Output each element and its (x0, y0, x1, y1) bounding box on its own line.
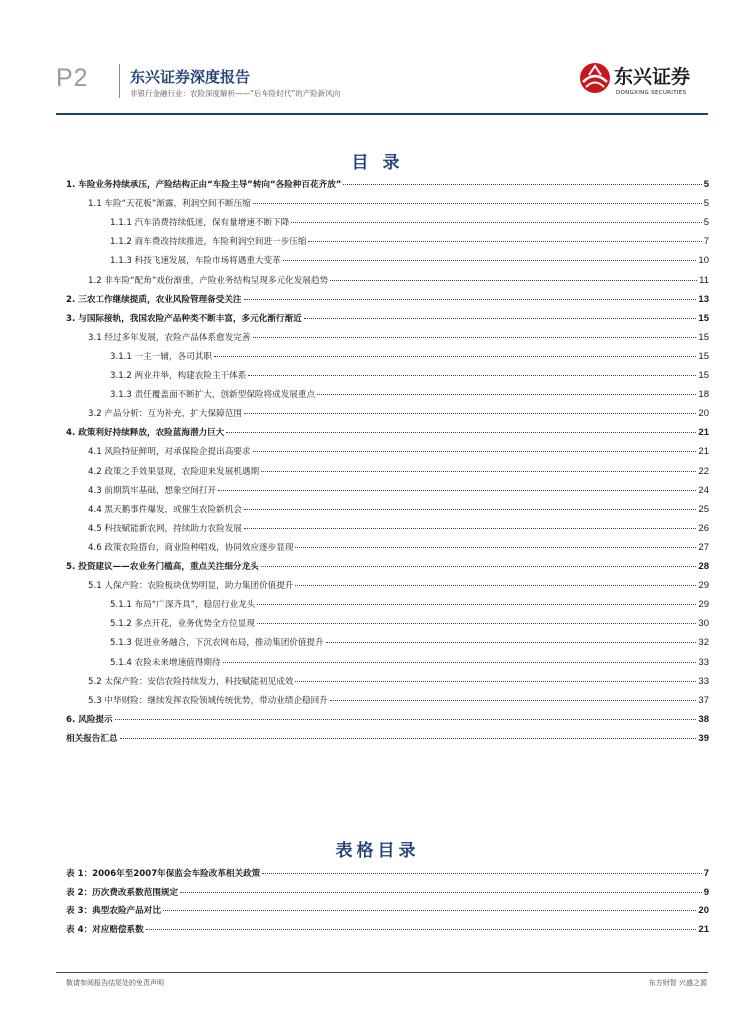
toc-entry[interactable] (88, 675, 709, 691)
toc-page-number: 22 (698, 465, 709, 477)
toc-entry-text: 4.5 科技赋能新农网，持续助力农险发展 (88, 523, 242, 534)
toc-dot-leader (244, 299, 697, 300)
toc-entry-text: 5.1.1 布局“广深齐具”，稳居行业龙头 (110, 600, 256, 611)
toc-page-number: 21 (698, 427, 709, 439)
toc-dot-leader (244, 528, 697, 529)
toc-entry[interactable] (88, 541, 709, 557)
toc-entry-text: 2. 三农工作继续提质，农业风险管理备受关注 (66, 294, 242, 305)
header-rule (56, 113, 708, 115)
toc-entry[interactable] (88, 274, 709, 290)
toc-entry[interactable] (110, 350, 709, 366)
header-divider (119, 64, 120, 98)
toc-dot-leader (261, 471, 696, 472)
toc-dot-leader (244, 509, 697, 510)
toc-entry-text: 5.1.4 农险未来增速值得期待 (110, 657, 221, 668)
logo-text-en: DONGXING SECURITIES (616, 90, 687, 96)
toc-entry-text: 1.1.2 商车费改持续推进，车险利润空间进一步压缩 (110, 237, 307, 248)
toc-entry[interactable] (88, 522, 709, 538)
toc-entry[interactable] (88, 445, 709, 461)
toc-entry-text: 3.1.3 责任覆盖面不断扩大，创新型保险将成发展重点 (110, 390, 316, 401)
toc-page-number: 30 (698, 618, 709, 630)
toc-dot-leader (163, 910, 697, 911)
toc-dot-leader (283, 260, 697, 261)
toc-entry-text: 1. 车险业务持续承压，产险结构正由“车险主导”转向“各险种百花齐放” (66, 180, 342, 190)
toc-entry-text: 4.2 政策之手效果显现，农险迎来发展机遇期 (88, 466, 260, 477)
toc-page-number: 10 (698, 255, 709, 267)
table-toc-title: 表格目录 (335, 841, 420, 861)
toc-entry-text: 5.1.3 促进业务融合，下沉农网布局，推动集团价值提升 (110, 638, 324, 649)
toc-entry-text: 3.1.1 一主一辅，各司其职 (110, 351, 212, 362)
toc-entry[interactable] (110, 369, 709, 385)
toc-entry[interactable] (88, 197, 709, 213)
toc-entry-text: 4. 政策利好持续释放，农险蓝海潜力巨大 (66, 428, 225, 439)
toc-entry-text: 3. 与国际接轨，我国农险产品种类不断丰富，多元化渐行渐近 (66, 313, 302, 324)
footer-disclaimer: 敬请参阅报告结尾处的免责声明 (66, 979, 164, 987)
toc-entry-text: 4.6 政策农险搭台，商业险种唱戏，协同效应逐步显现 (88, 542, 294, 553)
toc-entry-text: 4.4 黑天鹅事件爆发，或催生农险新机会 (88, 504, 242, 515)
toc-entry[interactable] (66, 312, 709, 328)
toc-dot-leader (218, 490, 696, 491)
toc-entry[interactable] (88, 694, 709, 710)
toc-page-number: 5 (703, 179, 709, 190)
toc-entry-text: 表 2：历次费改系数范围规定 (66, 887, 179, 898)
toc-page-number: 15 (698, 312, 709, 324)
toc-dot-leader (120, 738, 697, 739)
toc-entry[interactable] (88, 484, 709, 500)
toc-entry-text: 5. 投资建议——农业务门槛高，重点关注细分龙头 (66, 562, 259, 572)
toc-dot-leader (226, 432, 696, 433)
toc-entry[interactable] (88, 465, 709, 481)
toc-dot-leader (291, 222, 701, 223)
toc-dot-leader (262, 873, 701, 874)
toc-entry[interactable] (110, 656, 709, 672)
toc-dot-leader (257, 604, 696, 605)
page-header (0, 0, 755, 118)
toc-entry-text: 表 3：典型农险产品对比 (66, 906, 161, 916)
toc-entry[interactable] (110, 636, 709, 652)
toc-entry[interactable] (88, 407, 709, 423)
toc-page-number: 32 (698, 637, 709, 649)
toc-dot-leader (326, 642, 697, 643)
toc-page-number: 24 (698, 484, 709, 496)
toc-dot-leader (253, 203, 702, 204)
toc-page-number: 21 (698, 446, 709, 458)
report-subtitle: 非银行金融行业：农险深度解析——“后车险时代”的产险新风向 (130, 89, 341, 98)
toc-dot-leader (295, 681, 696, 682)
toc-entry-text: 1.1.1 汽车消费持续低迷，保有量增速不断下降 (110, 218, 290, 229)
toc-dot-leader (115, 719, 697, 720)
toc-page-number: 15 (698, 350, 709, 362)
toc-entry[interactable] (88, 503, 709, 519)
toc-dot-leader (248, 375, 696, 376)
toc-dot-leader (146, 929, 697, 930)
toc-page-number: 33 (698, 675, 709, 687)
toc-entry[interactable] (88, 331, 709, 347)
toc-dot-leader (257, 623, 697, 624)
toc-entry[interactable] (66, 713, 709, 729)
toc-page-number: 15 (698, 331, 709, 343)
toc-dot-leader (308, 241, 701, 242)
toc-dot-leader (214, 356, 696, 357)
toc-entry-text: 5.3 中华财险：继续发挥农险领域传统优势，带动业绩企稳回升 (88, 695, 328, 706)
toc-page-number: 37 (698, 694, 709, 706)
toc-entry[interactable] (66, 732, 709, 748)
toc-dot-leader (304, 318, 697, 319)
toc-entry[interactable] (110, 598, 709, 614)
toc-page-number: 26 (698, 522, 709, 534)
toc-page-number: 29 (698, 599, 709, 611)
toc-entry[interactable] (66, 426, 709, 442)
toc-page-number: 21 (698, 923, 709, 935)
toc-page-number: 38 (698, 713, 709, 725)
toc-entry-text: 相关报告汇总 (66, 733, 118, 744)
toc-page-number: 7 (703, 236, 709, 248)
toc-page-number: 33 (698, 656, 709, 668)
toc-page-number: 9 (703, 886, 709, 898)
toc-page-number: 7 (703, 868, 709, 879)
toc-page-number: 11 (699, 274, 709, 286)
toc-dot-leader (317, 394, 696, 395)
toc-dot-leader (223, 662, 697, 663)
toc-entry[interactable] (110, 617, 709, 633)
toc-page-number: 18 (698, 389, 709, 401)
toc-dot-leader (330, 700, 697, 701)
toc-entry[interactable] (110, 235, 709, 251)
toc-page-number: 15 (698, 370, 709, 381)
toc-dot-leader (295, 585, 696, 586)
table-toc-entry[interactable] (66, 904, 709, 920)
toc-entry[interactable] (66, 560, 709, 576)
toc-entry[interactable] (110, 388, 709, 404)
toc-dot-leader (253, 337, 697, 338)
toc-page-number: 20 (698, 905, 709, 916)
toc-entry-text: 表 1：2006年至2007年保监会车险改革相关政策 (66, 869, 261, 879)
toc-dot-leader (244, 413, 697, 414)
toc-entry-text: 5.2 太保产险：安信农险持续发力，科技赋能初见成效 (88, 676, 294, 687)
toc-dot-leader (330, 280, 697, 281)
toc-dot-leader (261, 566, 697, 567)
toc-page-number: 5 (703, 198, 709, 210)
footer-rule (56, 972, 708, 973)
toc-entry-text: 5.1.2 多点开花，业务优势全方位显现 (110, 619, 255, 630)
toc-entry[interactable] (88, 579, 709, 595)
toc-entry-text: 3.2 产品分析：互为补充，扩大保障范围 (88, 409, 242, 420)
toc-page-number: 25 (698, 503, 709, 515)
toc-entry[interactable] (66, 178, 709, 194)
toc-entry[interactable] (66, 293, 709, 309)
toc-entry-text: 6. 风险提示 (66, 714, 113, 725)
logo-text-cn: 东兴证券 (614, 66, 691, 88)
toc-entry-text: 1.1.3 科技飞速发展，车险市场将遇重大变革 (110, 256, 281, 267)
toc-page-number: 20 (698, 408, 709, 420)
page-number: P2 (56, 64, 89, 92)
report-title: 东兴证券深度报告 (130, 68, 251, 86)
toc-entry-text: 4.3 前期筑牢基础，想象空间打开 (88, 485, 217, 496)
toc-entry[interactable] (110, 254, 709, 270)
toc-page-number: 28 (698, 561, 709, 572)
toc-entry-text: 4.1 风险特征鲜明，对承保险企提出高要求 (88, 447, 251, 458)
table-toc-entry[interactable] (66, 867, 709, 883)
toc-dot-leader (295, 547, 696, 548)
toc-page-number: 27 (698, 541, 709, 553)
toc-entry-text: 表 4：对应赔偿系数 (66, 924, 144, 935)
table-toc-entry[interactable] (66, 923, 709, 939)
toc-entry-text: 3.1.2 两业并举，构建农险主干体系 (110, 371, 247, 381)
toc-dot-leader (343, 184, 701, 185)
toc-dot-leader (253, 451, 697, 452)
toc-dot-leader (180, 892, 702, 893)
toc-entry[interactable] (110, 216, 709, 232)
toc-page-number: 5 (703, 217, 709, 229)
toc-entry-text: 1.2 非车险“配角”戏份渐重，产险业务结构呈现多元化发展趋势 (88, 275, 329, 286)
toc-page-number: 39 (698, 732, 709, 744)
toc-title: 目 录 (351, 153, 404, 173)
toc-entry-text: 3.1 经过多年发展，农险产品体系愈发完善 (88, 332, 251, 343)
toc-entry-text: 1.1 车险“天花板”渐露，利润空间不断压缩 (88, 199, 251, 210)
toc-entry-text: 5.1 人保产险：农险板块优势明显，助力集团价值提升 (88, 581, 294, 592)
toc-page-number: 29 (698, 580, 709, 592)
footer-slogan: 东方财智 兴盛之源 (648, 979, 707, 987)
toc-page-number: 13 (698, 293, 709, 305)
table-toc-entry[interactable] (66, 886, 709, 902)
